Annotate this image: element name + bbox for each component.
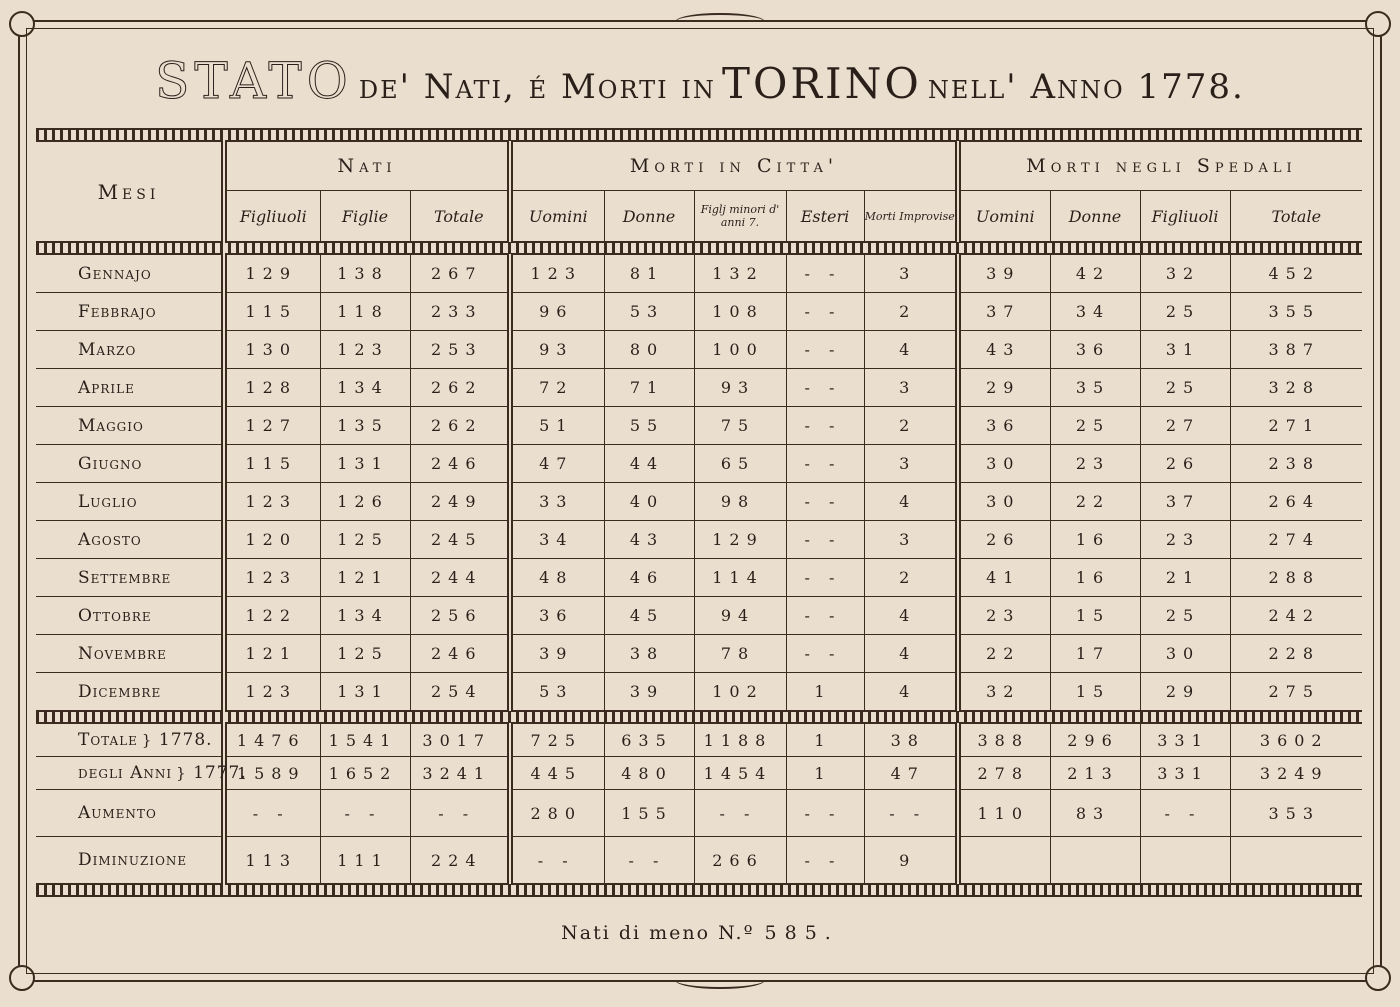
table-cell: 78: [694, 635, 786, 673]
table-cell: 110: [958, 790, 1050, 837]
diminuzione-row: [36, 837, 1362, 885]
table-cell: 4: [864, 331, 958, 369]
row-label: Novembre: [36, 635, 224, 673]
table-cell: 93: [694, 369, 786, 407]
table-cell: 42: [1050, 254, 1140, 293]
table-cell: 355: [1230, 293, 1362, 331]
table-cell: - -: [1140, 790, 1230, 837]
table-cell: 224: [410, 837, 510, 885]
table-cell: 331: [1140, 757, 1230, 790]
flourish-icon: [675, 971, 765, 989]
table-cell: 238: [1230, 445, 1362, 483]
table-cell: 246: [410, 445, 510, 483]
title-torino: TORINO: [721, 59, 922, 108]
table-cell: - -: [786, 331, 864, 369]
table-cell: 635: [604, 723, 694, 757]
table-cell: 138: [320, 254, 410, 293]
table-cell: 2: [864, 407, 958, 445]
corner-ornament-icon: [1365, 11, 1391, 37]
table-cell: 115: [224, 445, 320, 483]
table-cell: - -: [864, 790, 958, 837]
table-cell: 51: [510, 407, 604, 445]
table-cell: 94: [694, 597, 786, 635]
table-cell: 3249: [1230, 757, 1362, 790]
table-cell: 53: [510, 673, 604, 712]
header-mesi: Mesi: [97, 179, 160, 204]
table-cell: 2: [864, 293, 958, 331]
table-cell: 445: [510, 757, 604, 790]
row-label: Gennajo: [36, 254, 224, 293]
table-cell: 35: [1050, 369, 1140, 407]
table-cell: 127: [224, 407, 320, 445]
table-cell: - -: [224, 790, 320, 837]
table-cell: 2: [864, 559, 958, 597]
col-esteri: Esteri: [786, 191, 864, 243]
table-cell: 36: [1050, 331, 1140, 369]
table-cell: - -: [786, 483, 864, 521]
table-cell: - -: [604, 837, 694, 885]
totals-label: Totale: [78, 730, 138, 750]
header-morti-citta: Morti in Citta': [510, 141, 958, 191]
table-cell: 44: [604, 445, 694, 483]
table-cell: 1: [786, 673, 864, 712]
table-cell: 4: [864, 597, 958, 635]
header-morti-spedali: Morti negli Spedali: [958, 141, 1362, 191]
table-cell: [1230, 837, 1362, 885]
row-label: Marzo: [36, 331, 224, 369]
table-cell: 23: [1140, 521, 1230, 559]
table-cell: 4: [864, 635, 958, 673]
table-cell: - -: [786, 293, 864, 331]
table-cell: 1: [786, 723, 864, 757]
table-cell: 125: [320, 635, 410, 673]
table-cell: 4: [864, 483, 958, 521]
totals-label-1777: [36, 757, 247, 790]
table-cell: 353: [1230, 790, 1362, 837]
table-cell: 108: [694, 293, 786, 331]
table-cell: 387: [1230, 331, 1362, 369]
table-cell: 53: [604, 293, 694, 331]
table-cell: 1454: [694, 757, 786, 790]
brace-icon: }: [141, 731, 153, 749]
table-cell: 3: [864, 254, 958, 293]
ornament-band: [36, 242, 1362, 254]
aumento-row: [36, 790, 1362, 837]
table-cell: - -: [786, 635, 864, 673]
table-cell: 725: [510, 723, 604, 757]
corner-ornament-icon: [1365, 965, 1391, 991]
table-cell: [1050, 837, 1140, 885]
table-row: [36, 254, 1362, 293]
totals-label-anni: degli Anni: [78, 763, 173, 783]
group-header-row: [36, 141, 1362, 191]
table-cell: 72: [510, 369, 604, 407]
totals-label-1778: [36, 723, 224, 757]
table-cell: 25: [1050, 407, 1140, 445]
footer-number: 585.: [764, 922, 839, 944]
row-label: Agosto: [36, 521, 224, 559]
sub-header-row: [36, 191, 1362, 243]
ornament-band: [36, 129, 1362, 141]
table-cell: 129: [224, 254, 320, 293]
table-cell: 22: [1050, 483, 1140, 521]
table-cell: 123: [224, 483, 320, 521]
row-label: Dicembre: [36, 673, 224, 712]
table-cell: 256: [410, 597, 510, 635]
row-label: Settembre: [36, 559, 224, 597]
table-cell: 271: [1230, 407, 1362, 445]
table-cell: 264: [1230, 483, 1362, 521]
corner-ornament-icon: [9, 965, 35, 991]
col-spedali-uomini: Uomini: [958, 191, 1050, 243]
table-cell: 122: [224, 597, 320, 635]
table-cell: 280: [510, 790, 604, 837]
table-cell: 388: [958, 723, 1050, 757]
table-cell: 274: [1230, 521, 1362, 559]
table-row: [36, 407, 1362, 445]
table-cell: [958, 837, 1050, 885]
table-cell: 1541: [320, 723, 410, 757]
table-cell: 113: [224, 837, 320, 885]
table-cell: 29: [1140, 673, 1230, 712]
table-cell: 296: [1050, 723, 1140, 757]
header-nati: Nati: [224, 141, 510, 191]
table-cell: 16: [1050, 521, 1140, 559]
table-cell: - -: [786, 254, 864, 293]
footer-note: [0, 922, 1400, 944]
table-cell: 266: [694, 837, 786, 885]
table-cell: 39: [604, 673, 694, 712]
col-morti-improvise: Morti Improvise: [864, 191, 958, 243]
table-cell: 131: [320, 445, 410, 483]
table-cell: 26: [1140, 445, 1230, 483]
table-cell: 275: [1230, 673, 1362, 712]
table-cell: 30: [958, 445, 1050, 483]
table-cell: 3602: [1230, 723, 1362, 757]
table-row: [36, 559, 1362, 597]
col-figlie: Figlie: [320, 191, 410, 243]
table-cell: 3017: [410, 723, 510, 757]
table-cell: 30: [1140, 635, 1230, 673]
col-totale: Totale: [410, 191, 510, 243]
table-cell: 155: [604, 790, 694, 837]
row-label: Ottobre: [36, 597, 224, 635]
table-row: [36, 369, 1362, 407]
table-cell: 3241: [410, 757, 510, 790]
row-label: Giugno: [36, 445, 224, 483]
table-cell: 55: [604, 407, 694, 445]
table-cell: 43: [958, 331, 1050, 369]
table-cell: 80: [604, 331, 694, 369]
table-cell: 262: [410, 407, 510, 445]
table-cell: 38: [604, 635, 694, 673]
table-cell: 331: [1140, 723, 1230, 757]
page-title: [40, 52, 1360, 110]
table-cell: 213: [1050, 757, 1140, 790]
table-cell: 31: [1140, 331, 1230, 369]
col-spedali-donne: Donne: [1050, 191, 1140, 243]
table-cell: - -: [786, 407, 864, 445]
table-cell: 36: [958, 407, 1050, 445]
table-cell: 132: [694, 254, 786, 293]
table-cell: 3: [864, 521, 958, 559]
table-cell: 25: [1140, 293, 1230, 331]
table-cell: 93: [510, 331, 604, 369]
row-label: Luglio: [36, 483, 224, 521]
table-row: [36, 293, 1362, 331]
table-cell: 40: [604, 483, 694, 521]
col-uomini: Uomini: [510, 191, 604, 243]
flourish-icon: [675, 13, 765, 31]
totals-row-1778: [36, 723, 1362, 757]
table-cell: 41: [958, 559, 1050, 597]
col-figlj-minori: Figlj minori d' anni 7.: [694, 191, 786, 243]
table-cell: 246: [410, 635, 510, 673]
table-cell: 123: [320, 331, 410, 369]
table-cell: 75: [694, 407, 786, 445]
table-cell: 120: [224, 521, 320, 559]
table-cell: - -: [786, 521, 864, 559]
row-label: Maggio: [36, 407, 224, 445]
table-row: [36, 597, 1362, 635]
table-cell: - -: [786, 790, 864, 837]
table-row: [36, 445, 1362, 483]
table-row: [36, 635, 1362, 673]
table-cell: 288: [1230, 559, 1362, 597]
table-cell: 27: [1140, 407, 1230, 445]
table-cell: 1652: [320, 757, 410, 790]
table-cell: 245: [410, 521, 510, 559]
table-cell: 16: [1050, 559, 1140, 597]
table-cell: 21: [1140, 559, 1230, 597]
table-cell: 114: [694, 559, 786, 597]
table-cell: 65: [694, 445, 786, 483]
table-cell: 3: [864, 369, 958, 407]
table-cell: 39: [510, 635, 604, 673]
table-cell: 81: [604, 254, 694, 293]
table-cell: 131: [320, 673, 410, 712]
table-cell: 244: [410, 559, 510, 597]
totals-year-1777: 1777.: [193, 763, 247, 783]
col-donne: Donne: [604, 191, 694, 243]
table-cell: 130: [224, 331, 320, 369]
table-cell: 480: [604, 757, 694, 790]
table-cell: 25: [1140, 597, 1230, 635]
table-cell: - -: [786, 597, 864, 635]
table-cell: 121: [224, 635, 320, 673]
row-label: Febbrajo: [36, 293, 224, 331]
table-cell: 135: [320, 407, 410, 445]
table-cell: 123: [224, 673, 320, 712]
table-cell: 328: [1230, 369, 1362, 407]
table-cell: 46: [604, 559, 694, 597]
table-cell: 26: [958, 521, 1050, 559]
table-cell: - -: [410, 790, 510, 837]
totals-row-1777: [36, 757, 1362, 790]
table-cell: 96: [510, 293, 604, 331]
table-cell: 1188: [694, 723, 786, 757]
table-cell: 118: [320, 293, 410, 331]
table-cell: 278: [958, 757, 1050, 790]
table-cell: - -: [786, 837, 864, 885]
table-cell: 123: [510, 254, 604, 293]
table-cell: 34: [510, 521, 604, 559]
table-cell: 22: [958, 635, 1050, 673]
table-cell: 37: [1140, 483, 1230, 521]
table-cell: 37: [958, 293, 1050, 331]
table-cell: 83: [1050, 790, 1140, 837]
table-cell: 128: [224, 369, 320, 407]
totals-year-1778: 1778.: [158, 730, 213, 750]
table-cell: 228: [1230, 635, 1362, 673]
row-label: Aprile: [36, 369, 224, 407]
table-cell: 71: [604, 369, 694, 407]
ornament-band: [36, 884, 1362, 896]
table-cell: 254: [410, 673, 510, 712]
table-cell: 111: [320, 837, 410, 885]
table-cell: 39: [958, 254, 1050, 293]
table-cell: 47: [864, 757, 958, 790]
brace-icon: }: [176, 764, 187, 782]
table-cell: 4: [864, 673, 958, 712]
table-cell: 30: [958, 483, 1050, 521]
table-cell: 29: [958, 369, 1050, 407]
table-cell: 25: [1140, 369, 1230, 407]
table-cell: 45: [604, 597, 694, 635]
table-cell: 125: [320, 521, 410, 559]
table-cell: 23: [958, 597, 1050, 635]
table-cell: 253: [410, 331, 510, 369]
col-spedali-figliuoli: Figliuoli: [1140, 191, 1230, 243]
table-cell: 38: [864, 723, 958, 757]
table-cell: 233: [410, 293, 510, 331]
table-cell: - -: [786, 369, 864, 407]
table-cell: 267: [410, 254, 510, 293]
table-cell: 126: [320, 483, 410, 521]
col-spedali-totale: Totale: [1271, 206, 1322, 226]
table-row: [36, 483, 1362, 521]
table-cell: 48: [510, 559, 604, 597]
table-row: [36, 521, 1362, 559]
table-cell: - -: [694, 790, 786, 837]
table-cell: 3: [864, 445, 958, 483]
table-cell: 43: [604, 521, 694, 559]
table-cell: 15: [1050, 673, 1140, 712]
table-row: [36, 331, 1362, 369]
title-nati-morti: de' Nati, é Morti in: [358, 67, 716, 107]
footer-text: Nati di meno N.º: [561, 922, 755, 944]
table-cell: 115: [224, 293, 320, 331]
table-cell: 15: [1050, 597, 1140, 635]
row-label: Diminuzione: [36, 837, 224, 885]
table-cell: 34: [1050, 293, 1140, 331]
table-cell: 98: [694, 483, 786, 521]
table-row: [36, 673, 1362, 712]
ornament-band: [36, 711, 1362, 723]
table-cell: 32: [1140, 254, 1230, 293]
table-cell: 102: [694, 673, 786, 712]
table-cell: - -: [786, 559, 864, 597]
table-cell: 123: [224, 559, 320, 597]
table-cell: 23: [1050, 445, 1140, 483]
table-cell: 9: [864, 837, 958, 885]
title-stato: STATO: [155, 52, 353, 110]
table-cell: - -: [510, 837, 604, 885]
table-cell: 1589: [224, 757, 320, 790]
table-cell: 36: [510, 597, 604, 635]
table-cell: - -: [320, 790, 410, 837]
table-cell: [1140, 837, 1230, 885]
row-label: Aumento: [36, 790, 224, 837]
table-cell: 134: [320, 369, 410, 407]
table-cell: 262: [410, 369, 510, 407]
corner-ornament-icon: [9, 11, 35, 37]
title-year: nell' Anno 1778.: [927, 67, 1245, 107]
ledger-table: [36, 128, 1362, 897]
table-cell: 17: [1050, 635, 1140, 673]
table-cell: 47: [510, 445, 604, 483]
table-cell: 32: [958, 673, 1050, 712]
table-cell: 1: [786, 757, 864, 790]
table-cell: 1476: [224, 723, 320, 757]
table-cell: 33: [510, 483, 604, 521]
table-cell: 121: [320, 559, 410, 597]
table-cell: 129: [694, 521, 786, 559]
table-cell: 100: [694, 331, 786, 369]
table-cell: 242: [1230, 597, 1362, 635]
table-cell: 249: [410, 483, 510, 521]
table-cell: 134: [320, 597, 410, 635]
table-cell: - -: [786, 445, 864, 483]
col-figliuoli: Figliuoli: [224, 191, 320, 243]
table-cell: 452: [1230, 254, 1362, 293]
